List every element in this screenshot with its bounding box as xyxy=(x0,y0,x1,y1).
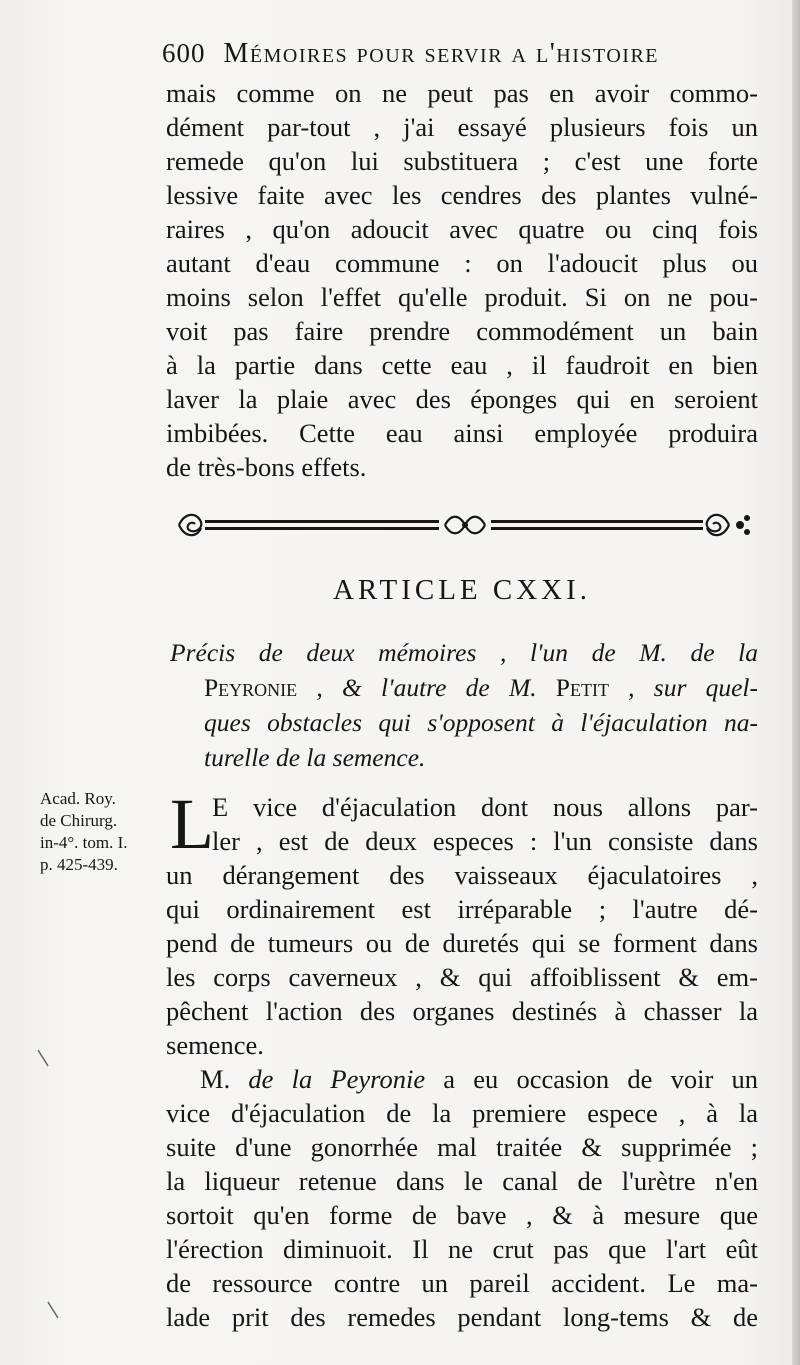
page-edge-shadow xyxy=(792,0,800,1365)
author-name: Petit xyxy=(555,673,609,702)
text-line: de très-bons effets. xyxy=(166,452,367,482)
text-line: dément par-tout , j'ai essayé plusieurs fois un xyxy=(166,112,758,142)
text-line: voit pas faire prendre commodément un bain xyxy=(166,316,758,346)
text-line: pend de tumeurs ou de duretés qui se forment dans xyxy=(166,928,758,958)
article-summary xyxy=(170,635,758,775)
author-name: Peyronie xyxy=(204,673,298,702)
marginal-citation xyxy=(40,788,160,876)
text-line: qui ordinairement est irréparable ; l'autre dé- xyxy=(166,894,758,924)
paragraph-continuation xyxy=(166,76,758,484)
text-line: pêchent l'action des organes destinés à chasser la xyxy=(166,996,758,1026)
text-line: vice d'éjaculation de la premiere espece , à la xyxy=(166,1098,758,1128)
text-line: sortoit qu'en forme de bave , & à mesure que xyxy=(166,1200,758,1230)
text-line: mais comme on ne peut pas en avoir commo- xyxy=(166,78,758,108)
citation-line: in-4°. tom. I. xyxy=(40,833,128,852)
text-line: lade prit des remedes pendant long-tems & de xyxy=(166,1302,758,1332)
citation-line: de Chirurg. xyxy=(40,811,118,830)
text-line: lessive faite avec les cendres des plantes vulné- xyxy=(166,180,758,210)
running-header xyxy=(162,38,762,70)
text-line: moins selon l'effet qu'elle produit. Si on ne pou- xyxy=(166,282,758,312)
text-line: ler , est de deux especes : l'un consiste dans xyxy=(212,826,758,856)
text-line: à la partie dans cette eau , il faudroit en bien xyxy=(166,350,758,380)
text-line: laver la plaie avec des éponges qui en seroient xyxy=(166,384,758,414)
summary-line: ques obstacles qui s'opposent à l'éjaculation na- xyxy=(204,708,758,737)
text-line: de ressource contre un pareil accident. Le ma- xyxy=(166,1268,758,1298)
text-line: un dérangement des vaisseaux éjaculatoires , xyxy=(166,860,758,890)
person-name: de la Peyronie xyxy=(248,1064,426,1094)
text-line: suite d'une gonorrhée mal traitée & supprimée ; xyxy=(166,1132,758,1162)
citation-line: p. 425-439. xyxy=(40,855,118,874)
text-line: raires , qu'on adoucit avec quatre ou cinq fois xyxy=(166,214,758,244)
paragraph-body xyxy=(166,784,758,1062)
text-line: la liqueur retenue dans le canal de l'urètre n'en xyxy=(166,1166,758,1196)
citation-line: Acad. Roy. xyxy=(40,789,116,808)
margin-mark xyxy=(36,1048,50,1068)
margin-mark xyxy=(46,1300,60,1320)
page-number: 600 xyxy=(162,38,206,68)
running-title: Mémoires pour servir a l'histoire xyxy=(223,38,659,69)
paragraph-body xyxy=(166,1062,758,1334)
text-line: E vice d'éjaculation dont nous allons par- xyxy=(212,792,758,822)
text-line: imbibées. Cette eau ainsi employée produira xyxy=(166,418,758,448)
text-line: l'érection diminuoit. Il ne crut pas que l'art eût xyxy=(166,1234,758,1264)
summary-line: turelle de la semence. xyxy=(204,743,426,772)
text-line: autant d'eau commune : on l'adoucit plus ou xyxy=(166,248,758,278)
summary-line: Précis de deux mémoires , l'un de M. de la xyxy=(170,638,758,667)
text-line: semence. xyxy=(166,1030,264,1060)
text-line: M. de la Peyronie a eu occasion de voir un xyxy=(200,1064,758,1094)
article-heading: ARTICLE CXXI. xyxy=(332,574,592,606)
text-line: remede qu'on lui substituera ; c'est une forte xyxy=(166,146,758,176)
printers-ornament-rule xyxy=(175,508,755,542)
text-line: les corps caverneux , & qui affoiblissent & em- xyxy=(166,962,758,992)
drop-cap: L xyxy=(170,784,214,864)
summary-line: Peyronie , & l'autre de M. Petit , sur quel- xyxy=(204,673,758,702)
